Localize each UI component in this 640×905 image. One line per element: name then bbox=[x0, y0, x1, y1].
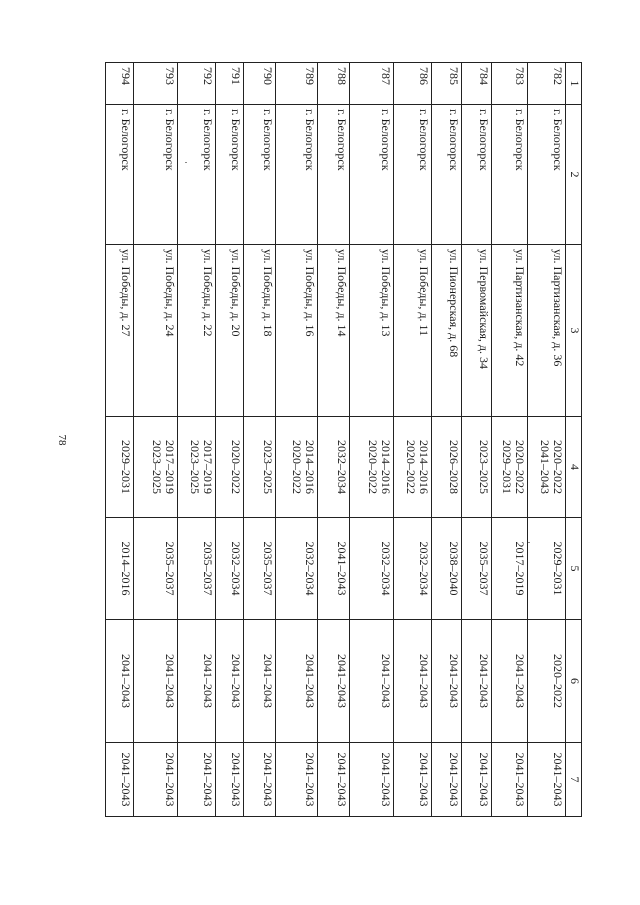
city-cell: г. Белогорск bbox=[178, 105, 216, 245]
period-cell-col6: 2041–2043 bbox=[492, 620, 528, 743]
period-cell-col6: 2041–2043 bbox=[106, 620, 134, 743]
column-header: 5 bbox=[566, 518, 582, 620]
address-cell: ул. Победы, д. 20 bbox=[216, 245, 244, 417]
row-number-cell: 794 bbox=[106, 63, 134, 105]
row-number-cell: 786 bbox=[394, 63, 432, 105]
period-line: 2020–2022 bbox=[404, 440, 418, 494]
period-line: 2023–2025 bbox=[150, 440, 164, 494]
city-cell: г. Белогорск bbox=[350, 105, 394, 245]
table-row bbox=[134, 63, 178, 817]
row-number-cell: 782 bbox=[528, 63, 566, 105]
table-row bbox=[350, 63, 394, 817]
address-cell: ул. Партизанская, д. 42 bbox=[492, 245, 528, 417]
period-cell-col4 bbox=[492, 417, 528, 518]
period-cell-col5: 2032–2034 bbox=[394, 518, 432, 620]
period-cell-col4 bbox=[350, 417, 394, 518]
period-cell-col6: 2041–2043 bbox=[394, 620, 432, 743]
period-cell-col7: 2041–2043 bbox=[276, 743, 318, 817]
period-line: 2014–2016 bbox=[303, 440, 317, 494]
period-cell-col5: 2035–2037 bbox=[178, 518, 216, 620]
period-cell-col7: 2041–2043 bbox=[394, 743, 432, 817]
period-cell-col4 bbox=[462, 417, 492, 518]
table-row bbox=[462, 63, 492, 817]
city-cell: г. Белогорск bbox=[462, 105, 492, 245]
period-cell-col5: 2035–2037 bbox=[462, 518, 492, 620]
column-header: 6 bbox=[566, 620, 582, 743]
period-cell-col6: 2041–2043 bbox=[318, 620, 350, 743]
period-cell-col7: 2041–2043 bbox=[528, 743, 566, 817]
period-cell-col4 bbox=[216, 417, 244, 518]
period-cell-col6: 2041–2043 bbox=[216, 620, 244, 743]
column-header: 4 bbox=[566, 417, 582, 518]
period-line: 2020–2022 bbox=[290, 440, 304, 494]
address-cell: ул. Пионерская, д. 68 bbox=[432, 245, 462, 417]
city-cell: г. Белогорск bbox=[432, 105, 462, 245]
address-cell: ул. Победы, д. 14 bbox=[318, 245, 350, 417]
period-line: 2029–2031 bbox=[500, 440, 514, 494]
address-cell: ул. Победы, д. 11 bbox=[394, 245, 432, 417]
period-cell-col6: 2041–2043 bbox=[276, 620, 318, 743]
table-row bbox=[106, 63, 134, 817]
row-number-cell: 789 bbox=[276, 63, 318, 105]
period-cell-col5: 2014–2016 bbox=[106, 518, 134, 620]
period-cell-col4 bbox=[318, 417, 350, 518]
repair-schedule-table bbox=[105, 62, 582, 817]
row-number-cell: 785 bbox=[432, 63, 462, 105]
period-cell-col5: 2032–2034 bbox=[350, 518, 394, 620]
address-cell: ул. Победы, д. 18 bbox=[244, 245, 276, 417]
address-cell: ул. Победы, д. 27 bbox=[106, 245, 134, 417]
period-cell-col4 bbox=[178, 417, 216, 518]
row-number-cell: 788 bbox=[318, 63, 350, 105]
row-number-cell: 783 bbox=[492, 63, 528, 105]
address-cell: ул. Первомайская, д. 34 bbox=[462, 245, 492, 417]
table-row bbox=[492, 63, 528, 817]
period-cell-col7: 2041–2043 bbox=[134, 743, 178, 817]
table-body bbox=[106, 63, 582, 817]
table-row bbox=[432, 63, 462, 817]
address-cell: ул. Партизанская, д. 36 bbox=[528, 245, 566, 417]
table-row bbox=[244, 63, 276, 817]
period-line: 2020–2022 bbox=[229, 440, 243, 494]
period-cell-col7: 2041–2043 bbox=[462, 743, 492, 817]
city-cell: г. Белогорск bbox=[528, 105, 566, 245]
city-cell: г. Белогорск bbox=[394, 105, 432, 245]
period-cell-col4 bbox=[394, 417, 432, 518]
row-number-cell: 793 bbox=[134, 63, 178, 105]
column-header: 1 bbox=[566, 63, 582, 105]
table-row bbox=[528, 63, 566, 817]
period-cell-col4 bbox=[106, 417, 134, 518]
period-cell-col5: 2032–2034 bbox=[216, 518, 244, 620]
period-cell-col6: 2041–2043 bbox=[350, 620, 394, 743]
period-cell-col6: 2041–2043 bbox=[178, 620, 216, 743]
period-cell-col4 bbox=[134, 417, 178, 518]
period-cell-col7: 2041–2043 bbox=[178, 743, 216, 817]
city-cell: г. Белогорск bbox=[276, 105, 318, 245]
period-cell-col7: 2041–2043 bbox=[350, 743, 394, 817]
table-row bbox=[394, 63, 432, 817]
period-line: 2020–2022 bbox=[513, 440, 527, 494]
period-line: 2032–2034 bbox=[335, 440, 349, 494]
period-line: 2023–2025 bbox=[261, 440, 275, 494]
period-cell-col6: 2041–2043 bbox=[244, 620, 276, 743]
period-cell-col5: 2041–2043 bbox=[318, 518, 350, 620]
period-cell-col7: 2041–2043 bbox=[492, 743, 528, 817]
period-cell-col5: 2032–2034 bbox=[276, 518, 318, 620]
period-line: 2023–2025 bbox=[477, 440, 491, 494]
period-line: 2026–2028 bbox=[447, 440, 461, 494]
city-cell: г. Белогорск bbox=[134, 105, 178, 245]
period-line: 2029–2031 bbox=[119, 440, 133, 494]
table-row bbox=[318, 63, 350, 817]
column-header: 7 bbox=[566, 743, 582, 817]
address-cell: ул. Победы, д. 13 bbox=[350, 245, 394, 417]
period-cell-col5: 2029–2031 bbox=[528, 518, 566, 620]
period-cell-col4 bbox=[528, 417, 566, 518]
period-cell-col4 bbox=[276, 417, 318, 518]
period-cell-col6: 2020–2022 bbox=[528, 620, 566, 743]
table-row bbox=[178, 63, 216, 817]
period-line: 2041–2043 bbox=[538, 440, 552, 494]
period-line: 2014–2016 bbox=[417, 440, 431, 494]
city-cell: г. Белогорск bbox=[106, 105, 134, 245]
period-cell-col4 bbox=[244, 417, 276, 518]
city-cell: г. Белогорск bbox=[318, 105, 350, 245]
city-cell: г. Белогорск bbox=[492, 105, 528, 245]
row-number-cell: 787 bbox=[350, 63, 394, 105]
period-cell-col7: 2041–2043 bbox=[432, 743, 462, 817]
row-number-cell: 790 bbox=[244, 63, 276, 105]
period-cell-col5: 2038–2040 bbox=[432, 518, 462, 620]
row-number-cell: 791 bbox=[216, 63, 244, 105]
table-row bbox=[216, 63, 244, 817]
city-cell: г. Белогорск bbox=[244, 105, 276, 245]
column-header: 2 bbox=[566, 105, 582, 245]
table-header-row bbox=[566, 63, 582, 817]
period-cell-col7: 2041–2043 bbox=[216, 743, 244, 817]
address-cell: ул. Победы, д. 16 bbox=[276, 245, 318, 417]
period-line: 2020–2022 bbox=[551, 440, 565, 494]
period-cell-col6: 2041–2043 bbox=[462, 620, 492, 743]
period-cell-col7: 2041–2043 bbox=[106, 743, 134, 817]
row-number-cell: 792 bbox=[178, 63, 216, 105]
period-line: 2017–2019 bbox=[201, 440, 215, 494]
period-line: 2023–2025 bbox=[188, 440, 202, 494]
period-line: 2017–2019 bbox=[163, 440, 177, 494]
table-row bbox=[276, 63, 318, 817]
period-cell-col7: 2041–2043 bbox=[318, 743, 350, 817]
period-cell-col5: 2017–2019 bbox=[492, 518, 528, 620]
row-number-cell: 784 bbox=[462, 63, 492, 105]
table-container bbox=[110, 62, 582, 816]
period-line: 2020–2022 bbox=[366, 440, 380, 494]
period-cell-col5: 2035–2037 bbox=[134, 518, 178, 620]
address-cell: ул. Победы, д. 22 bbox=[178, 245, 216, 417]
period-cell-col4 bbox=[432, 417, 462, 518]
column-header: 3 bbox=[566, 245, 582, 417]
period-cell-col6: 2041–2043 bbox=[432, 620, 462, 743]
period-cell-col6: 2041–2043 bbox=[134, 620, 178, 743]
page-number: 78 bbox=[56, 434, 68, 446]
city-cell: г. Белогорск bbox=[216, 105, 244, 245]
address-cell: ул. Победы, д. 24 bbox=[134, 245, 178, 417]
period-cell-col5: 2035–2037 bbox=[244, 518, 276, 620]
period-cell-col7: 2041–2043 bbox=[244, 743, 276, 817]
period-line: 2014–2016 bbox=[379, 440, 393, 494]
